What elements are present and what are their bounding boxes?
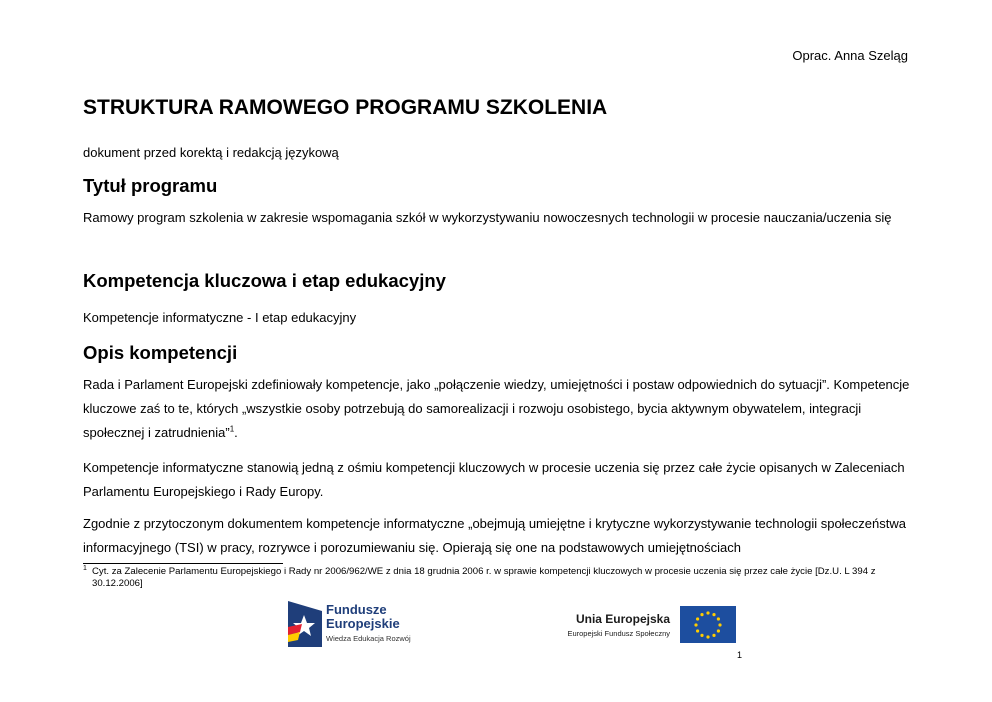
section-heading-competence-description: Opis kompetencji	[83, 342, 238, 363]
footnote-divider	[83, 563, 283, 564]
page-number: 1	[737, 650, 743, 660]
paragraph-1-text: Rada i Parlament Europejski zdefiniowały kompetencje, jako „połączenie wiedzy, umiejętności i postaw odpowiednich do sytuacji”. Kompetencje kluczowe zaś to te, których „wszystkie osoby potrzebują do samorealizacji i rozwoju osobistego, bycia aktywnym obywatelem, integracji społecznej i zatrudnienia”	[83, 377, 910, 440]
footnote-number: 1	[83, 565, 87, 572]
ue-logo-title: Unia Europejska	[575, 612, 670, 626]
document-title: STRUKTURA RAMOWEGO PROGRAMU SZKOLENIA	[83, 96, 608, 119]
paragraph-1-end: .	[234, 425, 238, 440]
fe-star-icon	[288, 601, 322, 647]
footnote	[83, 566, 913, 590]
program-title-text: Ramowy program szkolenia w zakresie wspomagania szkół w wykorzystywaniu nowoczesnych technologii w procesie nauczania/uczenia się	[83, 210, 892, 225]
fundusze-europejskie-logo	[288, 601, 438, 649]
section-heading-key-competence: Kompetencja kluczowa i etap edukacyjny	[83, 270, 446, 291]
fe-logo-line1: Fundusze	[326, 602, 387, 617]
author-label: Oprac. Anna Szeląg	[792, 48, 908, 63]
competence-paragraph-1	[83, 373, 913, 445]
fe-logo-tagline: Wiedza Edukacja Rozwój	[326, 634, 411, 643]
competence-paragraph-2: Kompetencje informatyczne stanowią jedną z ośmiu kompetencji kluczowych w procesie uczenia się przez całe życie opisanych w Zaleceniach Parlamentu Europejskiego i Rady Europy.	[83, 460, 905, 499]
footnote-text: Cyt. za Zalecenie Parlamentu Europejskiego i Rady nr 2006/962/WE z dnia 18 grudnia 2006 r. w sprawie kompetencji kluczowych w procesie uczenia się przez całe życie [Dz.U. L 394 z 30.12.2006]	[92, 566, 876, 589]
competence-paragraph-3: Zgodnie z przytoczonym dokumentem kompetencje informatyczne „obejmują umiejętne i krytyczne wykorzystywanie technologii społeczeństwa informacyjnego (TSI) w pracy, rozrywce i porozumiewaniu się. Opierają się one na podstawowych umiejętnościach	[83, 516, 906, 555]
section-heading-program-title: Tytuł programu	[83, 175, 218, 196]
document-subtitle: dokument przed korektą i redakcją językową	[83, 145, 339, 160]
key-competence-text: Kompetencje informatyczne - I etap edukacyjny	[83, 310, 357, 325]
fe-logo-line2: Europejskie	[326, 616, 400, 631]
eu-flag-icon	[680, 606, 736, 643]
footnote-reference: 1	[229, 424, 235, 434]
unia-europejska-logo	[545, 606, 740, 646]
ue-logo-subtitle: Europejski Fundusz Społeczny	[567, 629, 670, 638]
